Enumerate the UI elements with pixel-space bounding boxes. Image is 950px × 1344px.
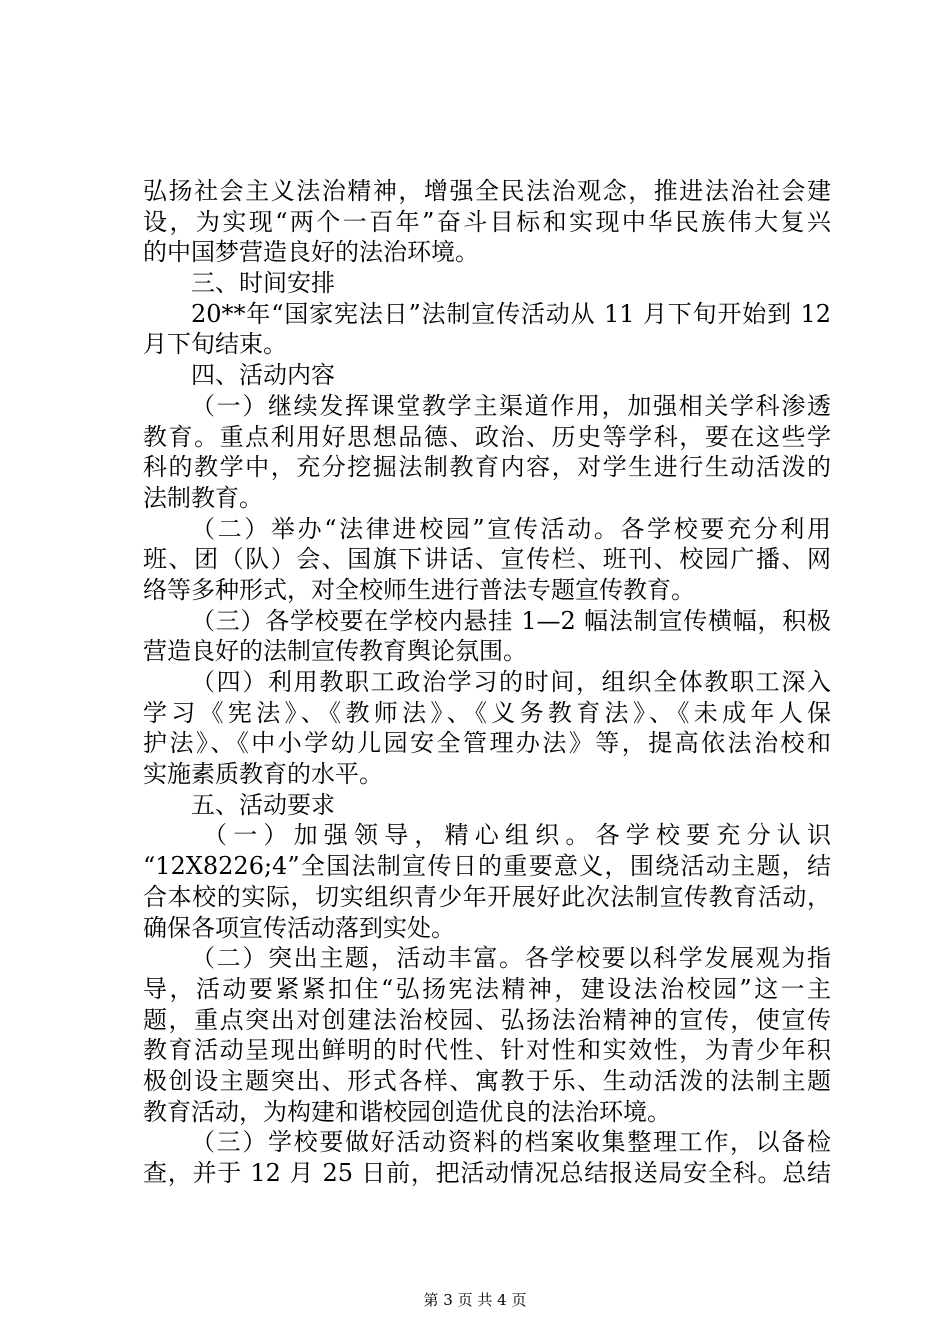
text-line: 教育。重点利用好思想品德、政治、历史等学科，要在这些学 [143, 422, 831, 451]
text-line: 实施素质教育的水平。 [143, 760, 383, 789]
text-line: 20**年“国家宪法日”法制宣传活动从 11 月下旬开始到 12 [191, 299, 831, 328]
section-heading: 四、活动内容 [191, 361, 335, 390]
text-line: 设，为实现“两个一百年”奋斗目标和实现中华民族伟大复兴 [143, 207, 831, 236]
text-line: （二）举办“法律进校园”宣传活动。各学校要充分利用 [191, 514, 831, 543]
text-line: （一）加强领导，精心组织。各学校要充分认识 [203, 821, 831, 850]
text-line: （二）突出主题，活动丰富。各学校要以科学发展观为指 [191, 944, 831, 973]
text-line: 确保各项宣传活动落到实处。 [143, 913, 455, 942]
text-line: 教育活动呈现出鲜明的时代性、针对性和实效性，为青少年积 [143, 1036, 831, 1065]
text-line: （四）利用教职工政治学习的时间，组织全体教职工深入 [191, 668, 831, 696]
text-line: 营造良好的法制宣传教育舆论氛围。 [143, 637, 527, 666]
text-line: 络等多种形式，对全校师生进行普法专题宣传教育。 [143, 575, 695, 604]
text-line: 护法》、《中小学幼儿园安全管理办法》等，提高依法治校和 [143, 729, 831, 758]
text-line: 法制教育。 [143, 483, 263, 512]
document-body [143, 176, 831, 1189]
text-line: “12X8226;4”全国法制宣传日的重要意义，围绕活动主题，结 [143, 852, 831, 881]
text-line: 的中国梦营造良好的法治环境。 [143, 238, 479, 267]
text-line: 月下旬结束。 [143, 330, 287, 359]
text-line: 极创设主题突出、形式各样、寓教于乐、生动活泼的法制主题 [143, 1066, 831, 1095]
section-heading: 五、活动要求 [191, 790, 335, 819]
text-line: （一）继续发挥课堂教学主渠道作用，加强相关学科渗透 [191, 391, 831, 420]
section-heading: 三、时间安排 [191, 269, 335, 298]
text-line: 科的教学中，充分挖掘法制教育内容，对学生进行生动活泼的 [143, 453, 831, 482]
text-line: 班、团（队）会、国旗下讲话、宣传栏、班刊、校园广播、网 [143, 545, 831, 574]
text-line: 弘扬社会主义法治精神，增强全民法治观念，推进法治社会建 [143, 177, 831, 205]
text-line: （三）各学校要在学校内悬挂 1—2 幅法制宣传横幅，积极 [191, 606, 831, 635]
text-line: 学习《宪法》、《教师法》、《义务教育法》、《未成年人保 [143, 698, 831, 727]
text-line: 教育活动，为构建和谐校园创造优良的法治环境。 [143, 1097, 671, 1126]
text-line: 查，并于 12 月 25 日前，把活动情况总结报送局安全科。总结 [143, 1159, 831, 1187]
text-line: 题，重点突出对创建法治校园、弘扬法治精神的宣传，使宣传 [143, 1005, 831, 1034]
text-line: 合本校的实际，切实组织青少年开展好此次法制宣传教育活动， [143, 882, 831, 911]
text-line: （三）学校要做好活动资料的档案收集整理工作，以备检 [191, 1128, 831, 1157]
text-line: 导，活动要紧紧扣住“弘扬宪法精神，建设法治校园”这一主 [143, 974, 831, 1003]
page-footer: 第 3 页 共 4 页 [423, 1291, 527, 1309]
